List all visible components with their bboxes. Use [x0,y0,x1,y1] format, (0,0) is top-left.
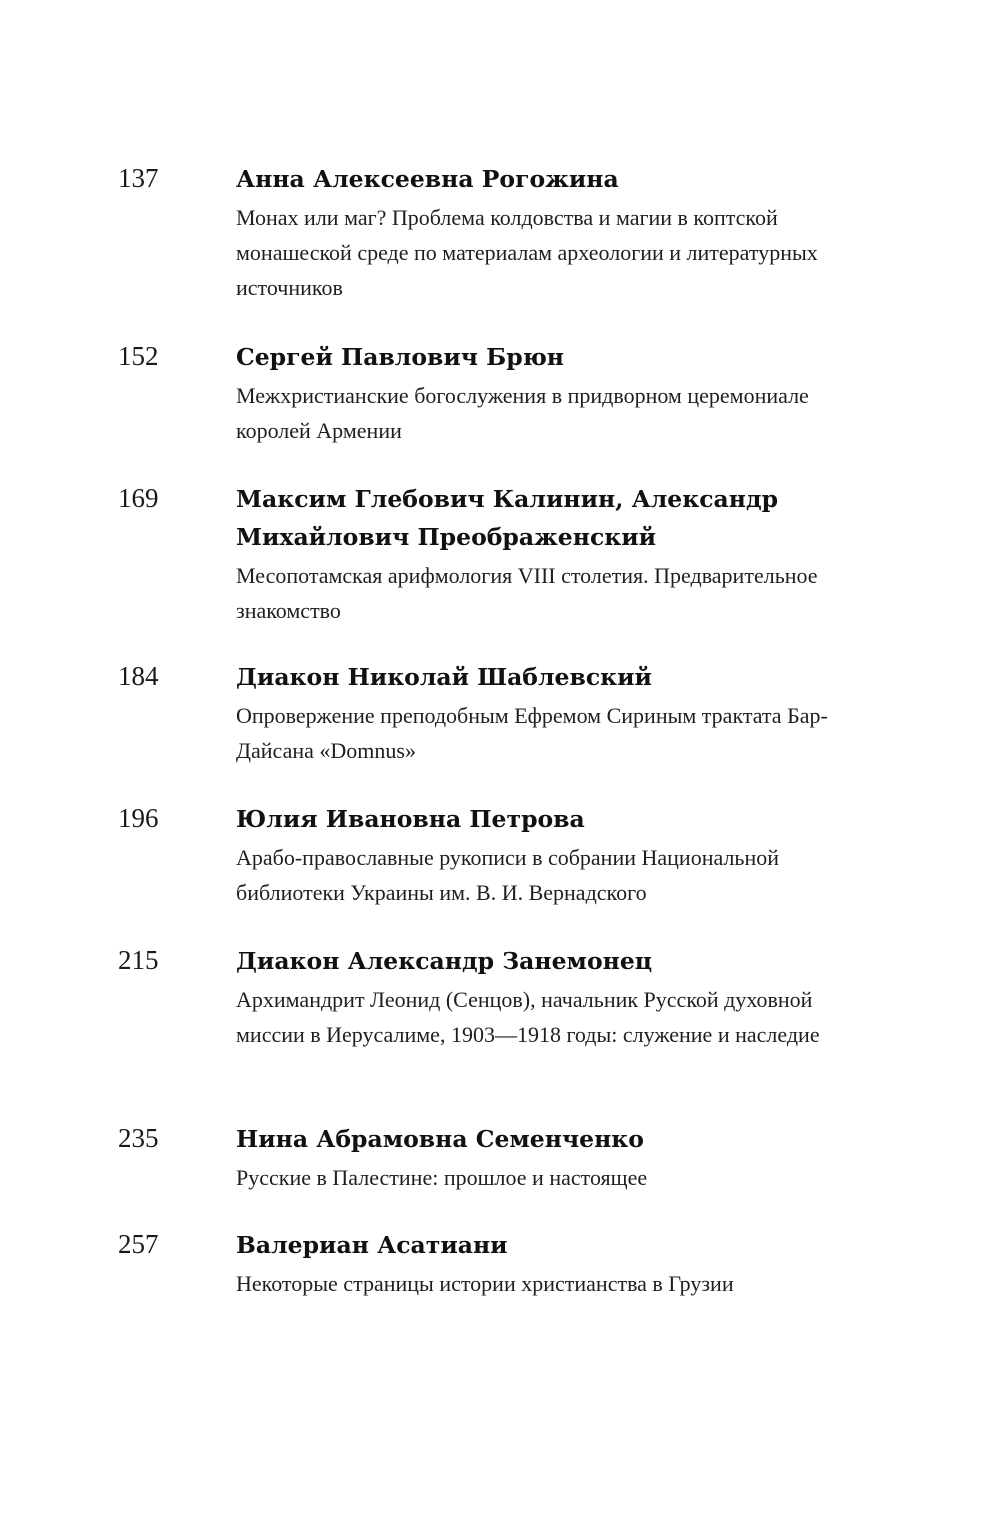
article-title: Межхристианские богослужения в придворном церемониале королей Армении [236,383,809,443]
author-name: Юлия Ивановна Петрова [236,805,585,833]
author-name: Максим Глебович Калинин, Александр Михайлович Преображенский [236,485,779,551]
author-name: Диакон Александр Занемонец [236,947,653,975]
article-title: Архимандрит Леонид (Сенцов), начальник Русской духовной миссии в Иерусалиме, 1903—1918 годы: служение и наследие [236,987,820,1047]
page-number: 152 [118,341,159,371]
entry-body [236,1120,876,1195]
author-name: Сергей Павлович Брюн [236,343,564,371]
article-title: Русские в Палестине: прошлое и настоящее [236,1165,648,1190]
entry-body [236,942,876,1052]
page-number: 235 [118,1123,159,1153]
page-number: 137 [118,163,159,193]
page-number: 196 [118,803,159,833]
page-number: 257 [118,1229,159,1259]
entry-body [236,1226,876,1301]
author-name: Диакон Николай Шаблевский [236,663,652,691]
author-name: Валериан Асатиани [236,1231,508,1259]
page-number: 184 [118,661,159,691]
page-number: 169 [118,483,159,513]
article-title: Опровержение преподобным Ефремом Сириным трактата Бар-Дайсана «Domnus» [236,703,828,763]
article-title: Некоторые страницы истории христианства в Грузии [236,1271,734,1296]
entry-body [236,338,876,448]
entry-body [236,480,876,628]
author-name: Анна Алексеевна Рогожина [236,165,619,193]
author-name: Нина Абрамовна Семенченко [236,1125,644,1153]
article-title: Месопотамская арифмология VIII столетия. Предварительное знакомство [236,563,818,623]
entry-body [236,800,876,910]
article-title: Монах или маг? Проблема колдовства и магии в коптской монашеской среде по материалам археологии и литературных источников [236,205,818,300]
entry-body [236,160,876,305]
page-number: 215 [118,945,159,975]
article-title: Арабо-православные рукописи в собрании Национальной библиотеки Украины им. В. И. Вернадского [236,845,779,905]
entry-body [236,658,876,768]
